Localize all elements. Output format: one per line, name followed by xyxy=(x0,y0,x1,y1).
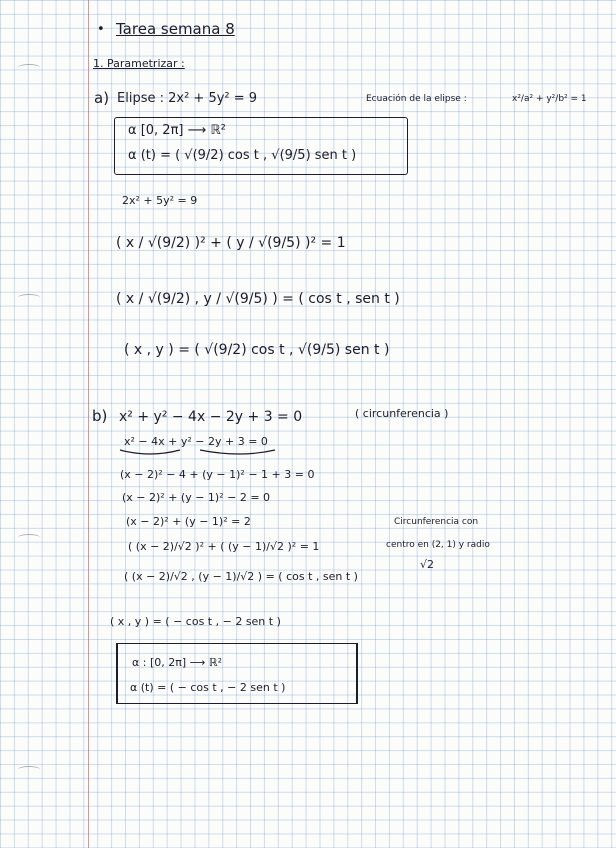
part-a-note: Ecuación de la elipse : xyxy=(366,94,467,104)
part-b-side-note-3: √2 xyxy=(420,558,435,571)
part-a-box-line2: α (t) = ( √(9/2) cos t , √(9/5) sen t ) xyxy=(128,148,357,163)
section-heading: 1. Parametrizar : xyxy=(93,57,185,70)
part-b-step5: ( (x − 2)/√2 )² + ( (y − 1)/√2 )² = 1 xyxy=(128,540,320,553)
part-b-step2: (x − 2)² − 4 + (y − 1)² − 1 + 3 = 0 xyxy=(120,468,315,481)
part-a-label: a) xyxy=(94,89,110,107)
title-bullet: • xyxy=(97,22,105,37)
part-b-result: ( x , y ) = ( − cos t , − 2 sen t ) xyxy=(110,615,281,628)
ellipse-formula: x²/a² + y²/b² = 1 xyxy=(512,94,587,104)
grouping-brace xyxy=(200,450,275,454)
part-b-box-line1: α : [0, 2π] ⟶ ℝ² xyxy=(132,656,223,669)
part-a-box-line1: α [0, 2π] ⟶ ℝ² xyxy=(128,123,226,138)
part-b-step4: (x − 2)² + (y − 1)² = 2 xyxy=(126,515,251,528)
part-b-box-line2: α (t) = ( − cos t , − 2 sen t ) xyxy=(130,681,286,694)
part-b-label: b) xyxy=(92,407,108,425)
part-b-heading: x² + y² − 4x − 2y + 3 = 0 xyxy=(119,409,303,425)
part-b-note: ( circunferencia ) xyxy=(355,407,449,420)
part-a-step1: 2x² + 5y² = 9 xyxy=(122,194,198,207)
part-b-step1: x² − 4x + y² − 2y + 3 = 0 xyxy=(124,435,268,448)
part-b-step3: (x − 2)² + (y − 1)² − 2 = 0 xyxy=(122,491,271,504)
part-b-side-note-2: centro en (2, 1) y radio xyxy=(386,540,490,550)
page-title: Tarea semana 8 xyxy=(116,20,235,38)
part-b-step6: ( (x − 2)/√2 , (y − 1)/√2 ) = ( cos t , sen t ) xyxy=(124,570,358,583)
part-a-step4: ( x , y ) = ( √(9/2) cos t , √(9/5) sen t ) xyxy=(124,342,390,358)
grouping-brace xyxy=(120,450,180,454)
part-a-step3: ( x / √(9/2) , y / √(9/5) ) = ( cos t , sen t ) xyxy=(116,291,400,307)
part-b-side-note-1: Circunferencia con xyxy=(394,517,479,527)
part-a-step2: ( x / √(9/2) )² + ( y / √(9/5) )² = 1 xyxy=(116,235,346,251)
part-a-heading: Elipse : 2x² + 5y² = 9 xyxy=(117,91,258,106)
part-b-answer-box xyxy=(116,643,358,704)
